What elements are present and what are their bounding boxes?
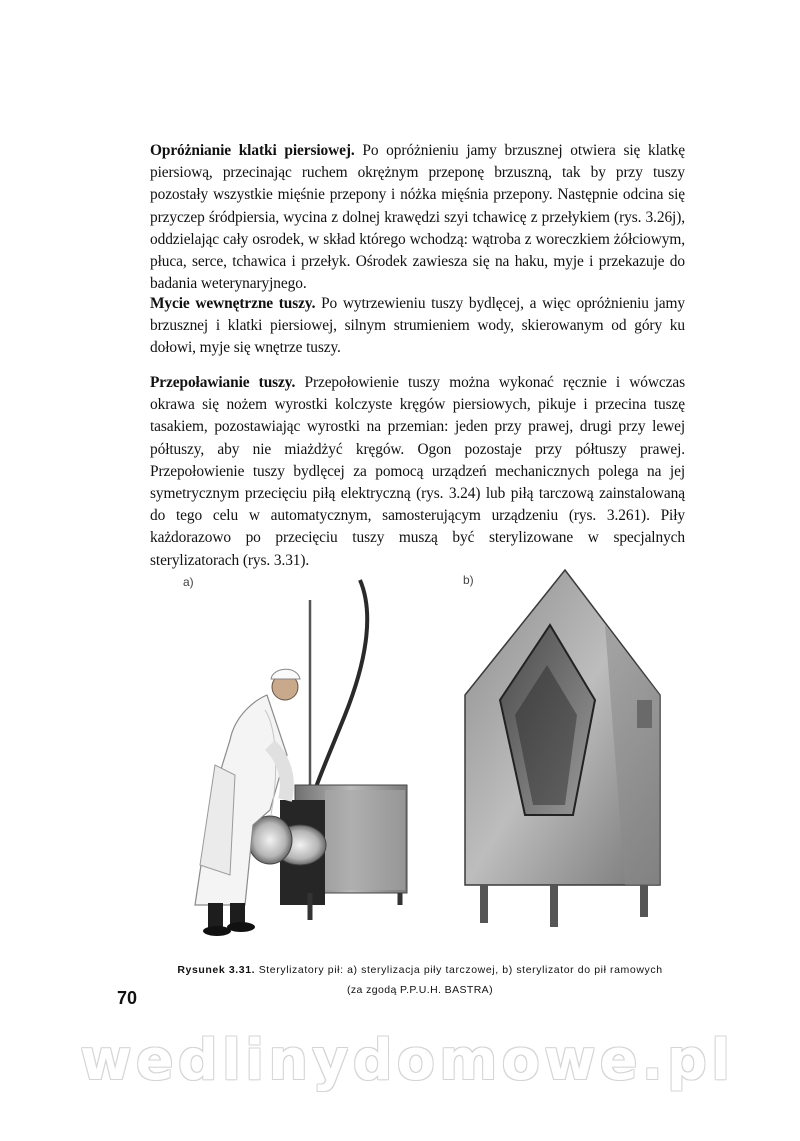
caption-text: Sterylizatory pił: a) sterylizacja piły tarczowej, b) sterylizator do pił ramowych — [255, 964, 663, 976]
page-number: 70 — [117, 988, 138, 1008]
section-body: Po wytrzewieniu tuszy bydlęcej, a więc opróżnieniu jamy brzusznej i klatki piersiowej, silnym strumieniem wody, skierowanym od góry ku dołowi, myje się wnętrze tuszy. — [150, 295, 685, 357]
figure-label-b: b) — [463, 573, 474, 587]
section-chest-cavity — [150, 140, 685, 295]
section-carcass-halving — [150, 372, 685, 572]
section-heading: Mycie wewnętrzne tuszy. — [150, 295, 316, 312]
section-heading: Przepoławianie tuszy. — [150, 374, 296, 391]
caption-label: Rysunek 3.31. — [177, 964, 256, 976]
figure-label-a: a) — [183, 575, 194, 589]
photo-circular-saw-sterilizer — [175, 575, 425, 940]
figure-caption — [160, 962, 680, 979]
section-body: Po opróżnieniu jamy brzusznej otwiera się klatkę piersiową, przecinając ruchem okrężnym przeponę brzuszną, tak by przy tuszy pozostały wszystkie mięśnie przepony i nóżka mięśnia przepony. Następnie odcina się przyczep śródpiersia, wycina z dolnej krawędzi szyi tchawicę z przełykiem (rys. 3.26j), oddzielając cały osrodek, w skład którego wchodzą: wątroba z woreczkiem żółciowym, płuca, serce, tchawica i przełyk. Ośrodek zawiesza się na haku, myje i przekazuje do badania weterynaryjnego. — [150, 142, 685, 293]
figure-caption-credit: (za zgodą P.P.U.H. BASTRA) — [347, 984, 493, 996]
section-body: Przepołowienie tuszy można wykonać ręcznie i wówczas okrawa się nożem wyrostki kolczyste kręgów piersiowych, pikuje i przecina tuszę tasakiem, pozostawiając wyrostki na przemian: jeden przy prawej, drugi przy lewej półtuszy, aby nie miażdżyć kręgów. Ogon pozostaje przy półtuszy prawej. Przepołowienie tuszy bydlęcej za pomocą urządzeń mechanicznych polega na jej symetrycznym przecięciu piłą elektryczną (rys. 3.24) lub piłą tarczową zainstalowaną do tego celu w automatycznym, samosterującym urządzeniu (rys. 3.261). Piły każdorazowo po przecięciu tuszy muszą być sterylizowane w specjalnych sterylizatorach (rys. 3.31). — [150, 374, 685, 569]
section-heading: Opróżnianie klatki piersiowej. — [150, 142, 355, 159]
photo-frame-saw-sterilizer — [455, 565, 670, 940]
watermark: wedlinydomowe.pl — [80, 1028, 735, 1093]
section-carcass-washing — [150, 293, 685, 360]
